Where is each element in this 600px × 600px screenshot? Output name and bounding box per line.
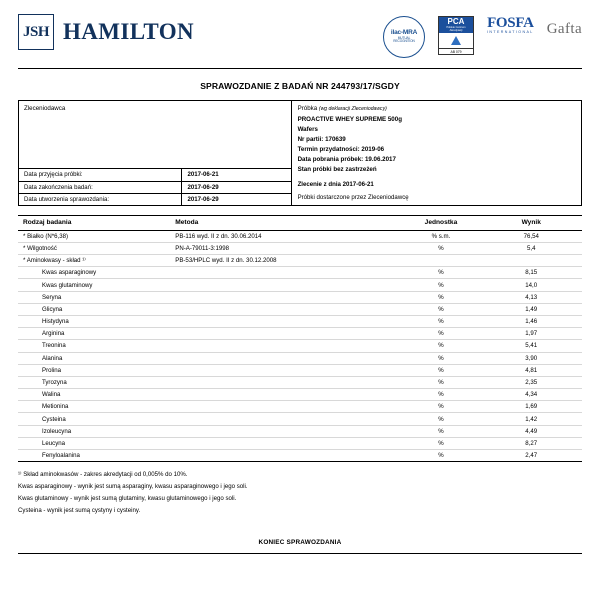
- row-method: [170, 376, 401, 388]
- brand-name: HAMILTON: [63, 19, 195, 44]
- row-name: Prolina: [18, 364, 170, 376]
- row-name: Alanina: [18, 352, 170, 364]
- fosfa-subtitle: INTERNATIONAL: [487, 30, 534, 34]
- row-method: [170, 413, 401, 425]
- table-row: [18, 291, 582, 303]
- table-row: [18, 364, 582, 376]
- footnote-4: Cysteina - wynik jest sumą cystyny i cysteiny.: [18, 506, 141, 514]
- row-result: 1,42: [480, 413, 582, 425]
- sample-expiry: Termin przydatności: 2019-06: [297, 146, 385, 154]
- accreditation-logos: [383, 14, 582, 58]
- row-name: Leucyna: [18, 437, 170, 449]
- dates-table: [19, 168, 291, 205]
- table-row: [18, 267, 582, 279]
- row-method: [170, 401, 401, 413]
- table-row: [18, 413, 582, 425]
- row-result: 1,69: [480, 401, 582, 413]
- table-row: [18, 315, 582, 327]
- brand-logo: [18, 14, 194, 50]
- row-method: [170, 291, 401, 303]
- row-result: 4,13: [480, 291, 582, 303]
- ilac-label: ilac-MRA: [390, 29, 418, 37]
- row-name: Tyrozyna: [18, 376, 170, 388]
- sample-label-note: (wg deklaracji Zleceniodawcy): [318, 106, 387, 112]
- date-created-label: Data utworzenia sprawozdania:: [19, 193, 182, 205]
- row-name: * Białko (N*6,38): [18, 230, 170, 242]
- row-unit: [402, 255, 481, 267]
- row-name: * Aminokwasy - skład ¹⁾: [18, 255, 170, 267]
- table-row: [19, 193, 291, 205]
- row-result: 76,54: [480, 230, 582, 242]
- footnote-2: Kwas asparaginowy - wynik jest sumą asparaginy, kwasu asparaginowego i jego soli.: [18, 483, 248, 491]
- row-unit: %: [402, 291, 481, 303]
- row-method: PB-53/HPLC wyd. II z dn. 30.12.2008: [170, 255, 401, 267]
- document-header: [18, 14, 582, 66]
- sample-condition: Stan próbki bez zastrzeżeń: [297, 166, 377, 174]
- column-header-result: Wynik: [480, 216, 582, 230]
- client-label: Zleceniodawca: [24, 105, 66, 112]
- row-name: Walina: [18, 389, 170, 401]
- results-table: [18, 215, 582, 462]
- sample-batch: Nr partii: 170639: [297, 136, 346, 144]
- table-row: [18, 279, 582, 291]
- date-received-value: 2017-06-21: [182, 169, 291, 181]
- row-result: 4,49: [480, 425, 582, 437]
- row-method: [170, 279, 401, 291]
- row-result: 8,27: [480, 437, 582, 449]
- row-result: 1,97: [480, 328, 582, 340]
- table-row: [18, 255, 582, 267]
- row-result: [480, 255, 582, 267]
- sample-label-text: Próbka: [297, 105, 318, 112]
- row-result: 5,4: [480, 242, 582, 254]
- pca-subtitle: Polskie Centrum Akredytacji: [439, 27, 473, 34]
- row-name: Histydyna: [18, 315, 170, 327]
- row-result: 8,15: [480, 267, 582, 279]
- footnotes: [18, 469, 582, 517]
- row-result: 4,81: [480, 364, 582, 376]
- row-unit: %: [402, 340, 481, 352]
- sample-label: [298, 105, 576, 112]
- sample-description-1: PROACTIVE WHEY SUPREME 500g: [297, 116, 402, 123]
- date-finished-label: Data zakończenia badań:: [19, 181, 182, 193]
- table-row: [18, 352, 582, 364]
- column-header-name: Rodzaj badania: [18, 216, 170, 230]
- row-unit: %: [402, 303, 481, 315]
- row-unit: %: [402, 389, 481, 401]
- row-name: Metionina: [18, 401, 170, 413]
- column-header-unit: Jednostka: [402, 216, 481, 230]
- pca-code: AB 079: [439, 48, 473, 54]
- row-unit: %: [402, 242, 481, 254]
- page-title: SPRAWOZDANIE Z BADAŃ NR 244793/17/SGDY: [200, 81, 400, 91]
- table-row: [18, 401, 582, 413]
- table-row: [18, 450, 582, 462]
- row-unit: %: [402, 352, 481, 364]
- date-finished-value: 2017-06-29: [182, 181, 291, 193]
- row-method: [170, 340, 401, 352]
- hamilton-monogram-icon: JSH: [18, 14, 54, 50]
- footnote-1: ¹⁾ Skład aminokwasów - zakres akredytacji od 0,005% do 10%.: [18, 471, 188, 479]
- row-method: [170, 425, 401, 437]
- date-received-label: Data przyjęcia próbki:: [19, 169, 182, 181]
- results-table-body: [18, 230, 582, 462]
- date-created-value: 2017-06-29: [182, 193, 291, 205]
- row-unit: %: [402, 267, 481, 279]
- row-result: 14,0: [480, 279, 582, 291]
- table-row: [18, 340, 582, 352]
- pca-title: PCA: [439, 17, 473, 27]
- row-method: [170, 389, 401, 401]
- row-result: 1,49: [480, 303, 582, 315]
- row-result: 2,35: [480, 376, 582, 388]
- row-method: [170, 328, 401, 340]
- sample-collection-date: Data pobrania próbek: 19.06.2017: [297, 156, 396, 164]
- row-name: * Wilgotność: [18, 242, 170, 254]
- row-unit: % s.m.: [402, 230, 481, 242]
- row-name: Izoleucyna: [18, 425, 170, 437]
- delivery-note: Próbki dostarczone przez Zleceniodawcę: [297, 194, 409, 202]
- table-row: [18, 376, 582, 388]
- row-result: 2,47: [480, 450, 582, 462]
- fosfa-name: FOSFA: [487, 15, 534, 31]
- sample-info-block: [18, 100, 582, 205]
- table-row: [19, 169, 291, 181]
- row-unit: %: [402, 364, 481, 376]
- sample-description-2: Wafers: [297, 126, 318, 134]
- row-name: Arginina: [18, 328, 170, 340]
- row-unit: %: [402, 328, 481, 340]
- ilac-mra-logo: [383, 16, 425, 58]
- table-row: [18, 437, 582, 449]
- table-row: [18, 242, 582, 254]
- footnote-3: Kwas glutaminowy - wynik jest sumą glutaminy, kwasu glutaminowego i jego soli.: [18, 494, 237, 502]
- row-unit: %: [402, 413, 481, 425]
- info-bottom-divider: [18, 205, 582, 206]
- header-divider: [18, 68, 582, 69]
- row-unit: %: [402, 437, 481, 449]
- row-method: [170, 352, 401, 364]
- row-result: 3,90: [480, 352, 582, 364]
- pca-logo: [438, 16, 474, 55]
- row-method: [170, 450, 401, 462]
- sample-column: [292, 101, 581, 205]
- row-name: Seryna: [18, 291, 170, 303]
- row-name: Fenyloalanina: [18, 450, 170, 462]
- footer-divider: [18, 553, 582, 554]
- row-name: Glicyna: [18, 303, 170, 315]
- row-method: [170, 315, 401, 327]
- table-row: [18, 328, 582, 340]
- document-footer: KONIEC SPRAWOZDANIA: [258, 538, 342, 546]
- row-unit: %: [402, 450, 481, 462]
- row-name: Kwas asparaginowy: [18, 267, 170, 279]
- row-unit: %: [402, 279, 481, 291]
- row-unit: %: [402, 401, 481, 413]
- row-unit: %: [402, 315, 481, 327]
- table-row: [19, 181, 291, 193]
- row-name: Kwas glutaminowy: [18, 279, 170, 291]
- pca-triangle-icon: [439, 33, 473, 48]
- row-method: [170, 437, 401, 449]
- fosfa-logo: [487, 16, 534, 35]
- ilac-sublabel: MUTUAL RECOGNITION: [393, 36, 415, 44]
- row-result: 1,46: [480, 315, 582, 327]
- table-row: [18, 389, 582, 401]
- row-method: PB-116 wyd. II z dn. 30.06.2014: [170, 230, 401, 242]
- row-name: Treonina: [18, 340, 170, 352]
- row-method: [170, 267, 401, 279]
- client-column: [19, 101, 292, 205]
- row-unit: %: [402, 376, 481, 388]
- order-date: Zlecenie z dnia 2017-06-21: [297, 181, 374, 189]
- table-header-row: [18, 216, 582, 230]
- row-unit: %: [402, 425, 481, 437]
- row-method: [170, 303, 401, 315]
- table-row: [18, 425, 582, 437]
- row-result: 4,34: [480, 389, 582, 401]
- table-row: [18, 303, 582, 315]
- row-result: 5,41: [480, 340, 582, 352]
- row-name: Cysteina: [18, 413, 170, 425]
- row-method: PN-A-79011-3:1998: [170, 242, 401, 254]
- row-method: [170, 364, 401, 376]
- gafta-logo: Gafta: [546, 21, 582, 37]
- table-row: [18, 230, 582, 242]
- column-header-method: Metoda: [170, 216, 401, 230]
